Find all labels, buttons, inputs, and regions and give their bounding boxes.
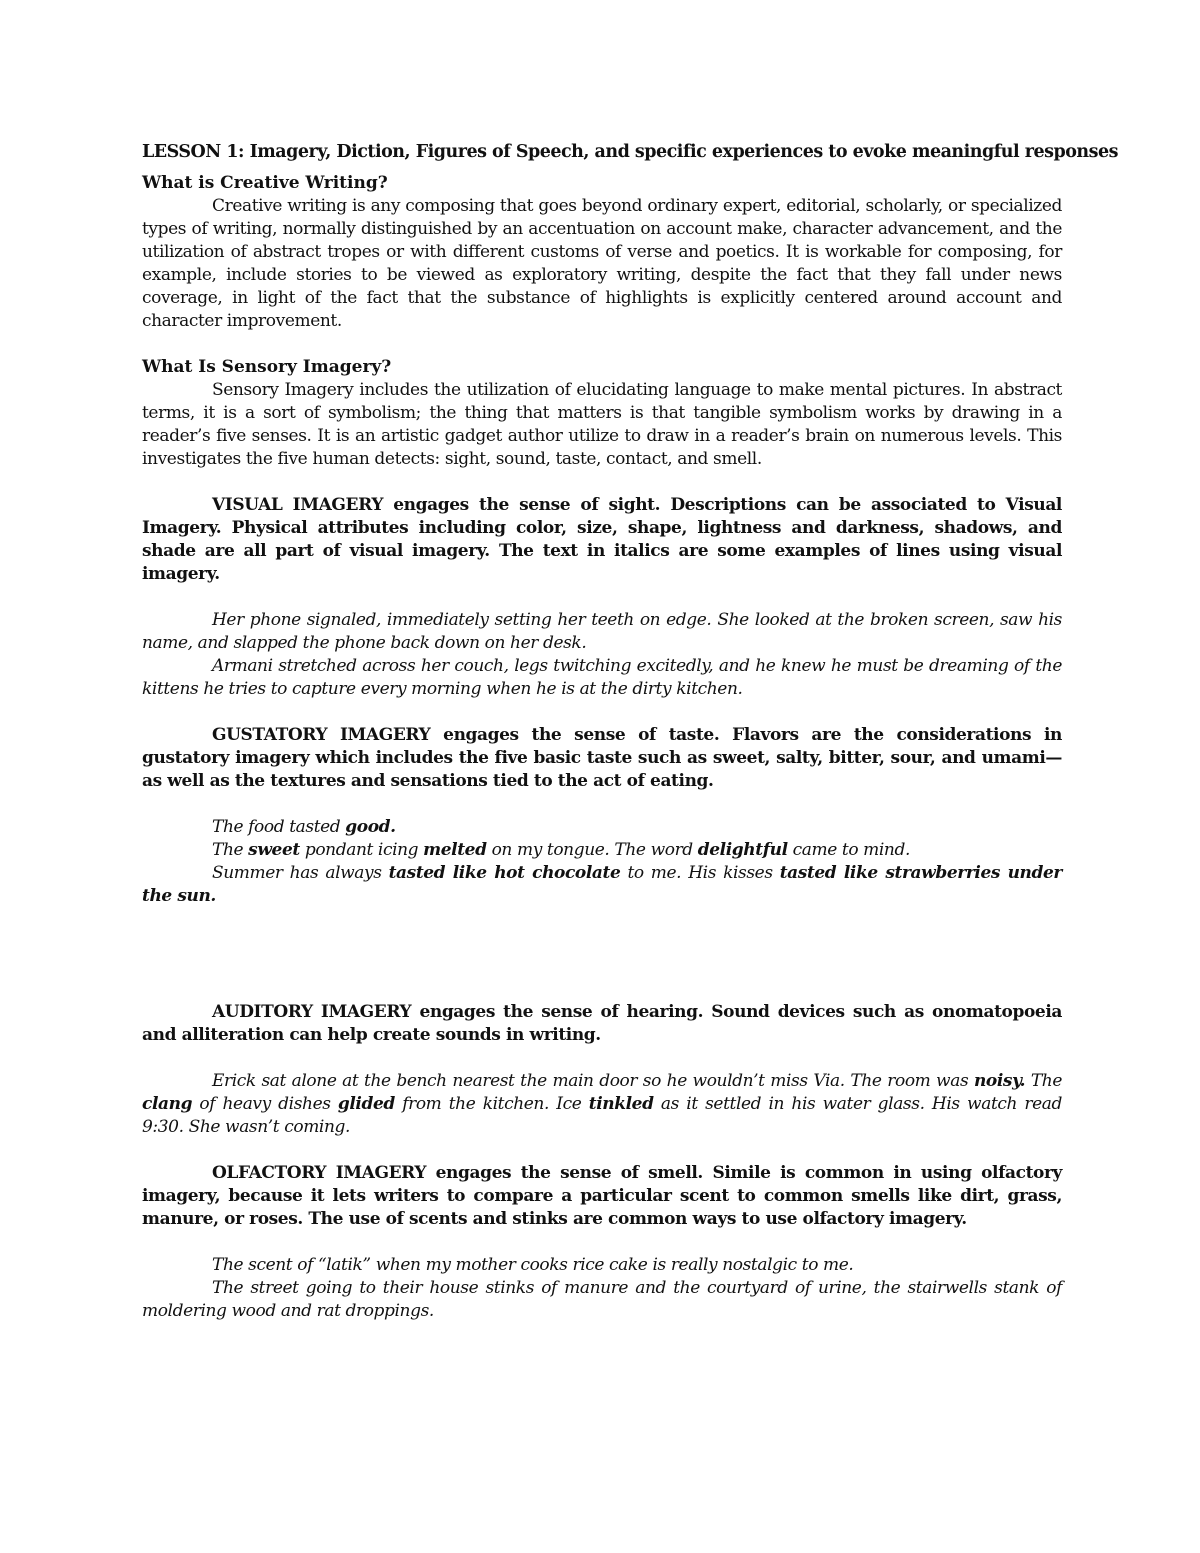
sensory-imagery-paragraph: Sensory Imagery includes the utilization of elucidating language to make mental pictures. In abstract terms, it is a sort of symbolism; the thing that matters is that tangible symbolism works by drawing in a reader’s five senses. It is an artistic gadget author utilize to draw in a reader’s brain on numerous levels. This investigates the five human detects: sight, sound, taste, contact, and smell. — [142, 380, 1062, 469]
auditory-ex-emphasis-clang: clang — [142, 1094, 193, 1114]
auditory-ex-emphasis-noisy: noisy. — [973, 1071, 1026, 1091]
olfactory-example-1: The scent of “latik” when my mother cooks rice cake is really nostalgic to me. — [212, 1255, 854, 1275]
auditory-ex-emphasis-glided: glided — [337, 1094, 395, 1114]
creative-writing-paragraph: Creative writing is any composing that goes beyond ordinary expert, editorial, scholarly, or specialized types of writing, normally distinguished by an accentuation on account make, character advancement, and the utilization of abstract tropes or with different customs of verse and poetics. It is workable for composing, for example, include stories to be viewed as exploratory writing, despite the fact that they fall under news coverage, in light of the fact that the substance of highlights is explicitly centered around account and character improvement. — [142, 196, 1062, 331]
gustatory-ex2-emphasis-melted: melted — [423, 840, 487, 860]
auditory-ex-text-i: as it settled in his water glass. His watch read 9:30. She wasn’t coming. — [142, 1094, 1062, 1137]
gustatory-imagery-paragraph: GUSTATORY IMAGERY engages the sense of taste. Flavors are the considerations in gustatory imagery which includes the five basic taste such as sweet, salty, bitter, sour, and umami—as well as the textures and sensations tied to the act of eating. — [142, 725, 1062, 791]
gustatory-ex2-text-a: The — [212, 840, 249, 860]
auditory-ex-text-c: The — [1025, 1071, 1062, 1091]
gustatory-ex1-text: The food tasted — [212, 817, 346, 837]
gustatory-ex1-emphasis: good. — [345, 817, 396, 837]
visual-example-2: Armani stretched across her couch, legs twitching excitedly, and he knew he must be dreaming of the kittens he tries to capture every morning when he is at the dirty kitchen. — [142, 656, 1062, 699]
document-body — [142, 172, 1062, 1323]
lesson-title: LESSON 1: Imagery, Diction, Figures of Speech, and specific experiences to evoke meaningful responses — [142, 142, 1118, 162]
auditory-ex-text-e: of heavy dishes — [192, 1094, 338, 1114]
gustatory-example-1 — [142, 816, 1062, 839]
auditory-imagery-paragraph: AUDITORY IMAGERY engages the sense of hearing. Sound devices such as onomatopoeia and alliteration can help create sounds in writing. — [142, 1002, 1062, 1045]
creative-writing-heading: What is Creative Writing? — [142, 173, 388, 193]
gustatory-ex2-emphasis-sweet: sweet — [248, 840, 300, 860]
sensory-imagery-heading: What Is Sensory Imagery? — [142, 357, 392, 377]
gustatory-example-3 — [142, 862, 1062, 908]
visual-imagery-paragraph: VISUAL IMAGERY engages the sense of sight. Descriptions can be associated to Visual Imagery. Physical attributes including color, size, shape, lightness and darkness, shadows, and shade are all part of visual imagery. The text in italics are some examples of lines using visual imagery. — [142, 495, 1062, 584]
olfactory-example-2: The street going to their house stinks of manure and the courtyard of urine, the stairwells stank of moldering wood and rat droppings. — [142, 1278, 1062, 1321]
gustatory-example-2 — [142, 839, 1062, 862]
gustatory-ex3-text-a: Summer has always — [212, 863, 389, 883]
gustatory-ex3-emphasis-b: tasted like hot chocolate — [388, 863, 621, 883]
gustatory-ex3-emphasis-d: tasted like strawberries under the sun. — [142, 863, 1062, 906]
visual-example-1: Her phone signaled, immediately setting her teeth on edge. She looked at the broken screen, saw his name, and slapped the phone back down on her desk. — [142, 610, 1062, 653]
gustatory-ex2-text-e: on my tongue. The word — [486, 840, 698, 860]
auditory-example — [142, 1070, 1062, 1139]
gustatory-ex2-emphasis-delightful: delightful — [697, 840, 788, 860]
gustatory-ex3-text-c: to me. His kisses — [620, 863, 780, 883]
auditory-ex-emphasis-tinkled: tinkled — [588, 1094, 654, 1114]
gustatory-ex2-text-g: came to mind. — [787, 840, 910, 860]
gustatory-ex2-text-c: pondant icing — [299, 840, 424, 860]
auditory-ex-text-a: Erick sat alone at the bench nearest the main door so he wouldn’t miss Via. The room was — [212, 1071, 974, 1091]
olfactory-imagery-paragraph: OLFACTORY IMAGERY engages the sense of smell. Simile is common in using olfactory imagery, because it lets writers to compare a particular scent to common smells like dirt, grass, manure, or roses. The use of scents and stinks are common ways to use olfactory imagery. — [142, 1163, 1062, 1229]
auditory-ex-text-g: from the kitchen. Ice — [394, 1094, 589, 1114]
